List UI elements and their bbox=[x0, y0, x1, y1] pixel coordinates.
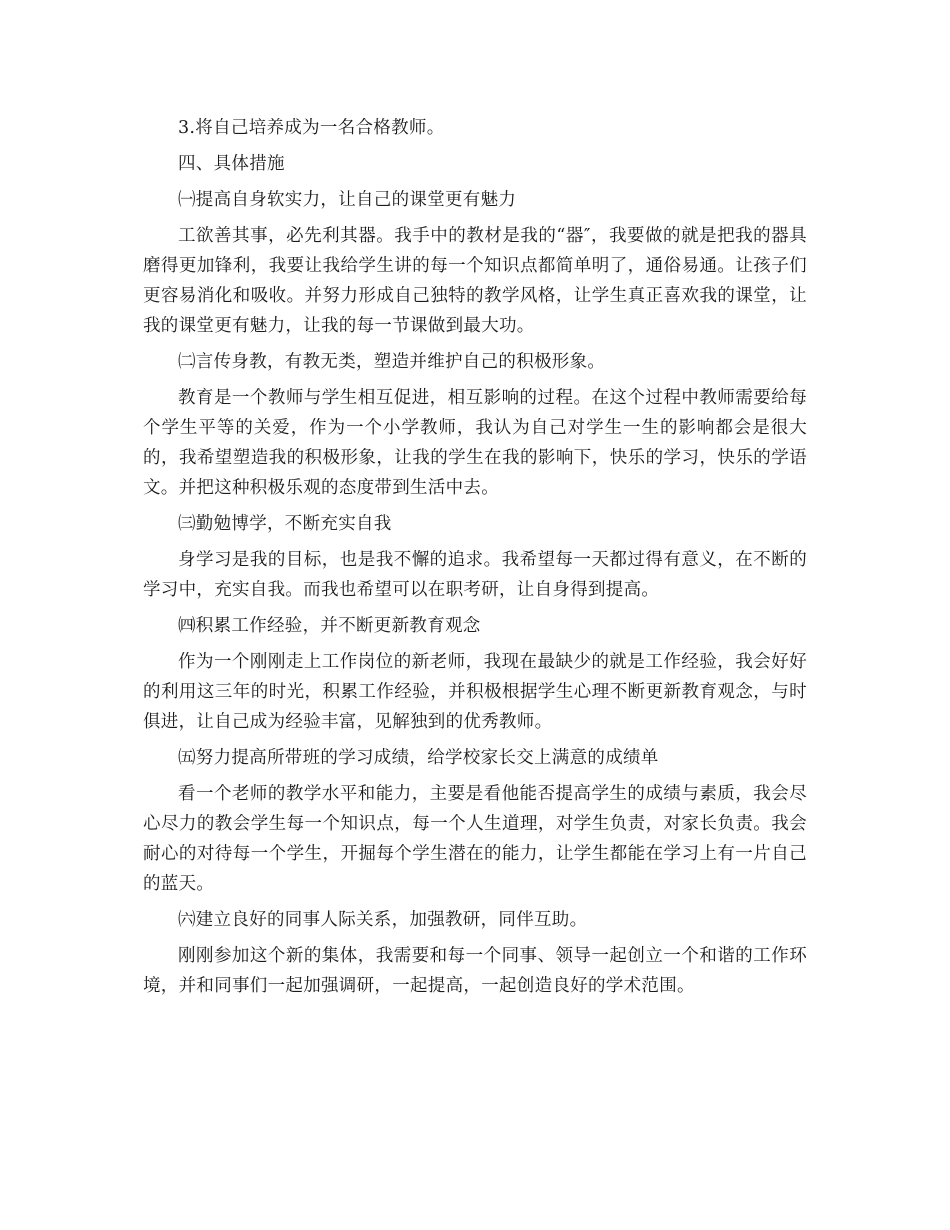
measure-heading-5: ㈤努力提高所带班的学习成绩，给学校家长交上满意的成绩单 bbox=[178, 748, 659, 768]
goal-item-3: 3.将自己培养成为一名合格教师。 bbox=[178, 118, 445, 138]
measure-paragraph-4: 作为一个刚刚走上工作岗位的新老师，我现在最缺少的就是工作经验，我会好好的利用这三年的时光，积累工作经验，并积极根据学生心理不断更新教育观念，与时俱进，让自己成为经验丰富，见解独到的优秀教师。 bbox=[143, 652, 807, 732]
measure-heading-1: ㈠提高自身软实力，让自己的课堂更有魅力 bbox=[178, 190, 517, 210]
measure-paragraph-2: 教育是一个教师与学生相互促进，相互影响的过程。在这个过程中教师需要给每个学生平等的关爱，作为一个小学教师，我认为自己对学生一生的影响都会是很大的，我希望塑造我的积极形象，让我的学生在我的影响下，快乐的学习，快乐的学语文。并把这种积极乐观的态度带到生活中去。 bbox=[143, 388, 807, 498]
measure-heading-3: ㈢勤勉博学，不断充实自我 bbox=[178, 514, 392, 534]
measure-heading-6: ㈥建立良好的同事人际关系，加强教研，同伴互助。 bbox=[178, 910, 588, 930]
section-heading-measures: 四、具体措施 bbox=[178, 154, 285, 174]
measure-paragraph-6: 刚刚参加这个新的集体，我需要和每一个同事、领导一起创立一个和谐的工作环境，并和同事们一起加强调研，一起提高，一起创造良好的学术范围。 bbox=[143, 946, 807, 996]
measure-paragraph-3: 身学习是我的目标，也是我不懈的追求。我希望每一天都过得有意义，在不断的学习中，充实自我。而我也希望可以在职考研，让自身得到提高。 bbox=[143, 550, 807, 600]
measure-paragraph-1: 工欲善其事，必先利其器。我手中的教材是我的“器″，我要做的就是把我的器具磨得更加锋利，我要让我给学生讲的每一个知识点都简单明了，通俗易通。让孩子们更容易消化和吸收。并努力形成自己独特的教学风格，让学生真正喜欢我的课堂，让我的课堂更有魅力，让我的每一节课做到最大功。 bbox=[143, 226, 807, 336]
measure-paragraph-5: 看一个老师的教学水平和能力，主要是看他能否提高学生的成绩与素质，我会尽心尽力的教会学生每一个知识点，每一个人生道理，对学生负责，对家长负责。我会耐心的对待每一个学生，开掘每个学生潜在的能力，让学生都能在学习上有一片自己的蓝天。 bbox=[143, 784, 807, 894]
measure-heading-2: ㈡言传身教，有教无类，塑造并维护自己的积极形象。 bbox=[178, 352, 606, 372]
document-body bbox=[143, 113, 807, 1007]
measure-heading-4: ㈣积累工作经验，并不断更新教育观念 bbox=[178, 616, 481, 636]
